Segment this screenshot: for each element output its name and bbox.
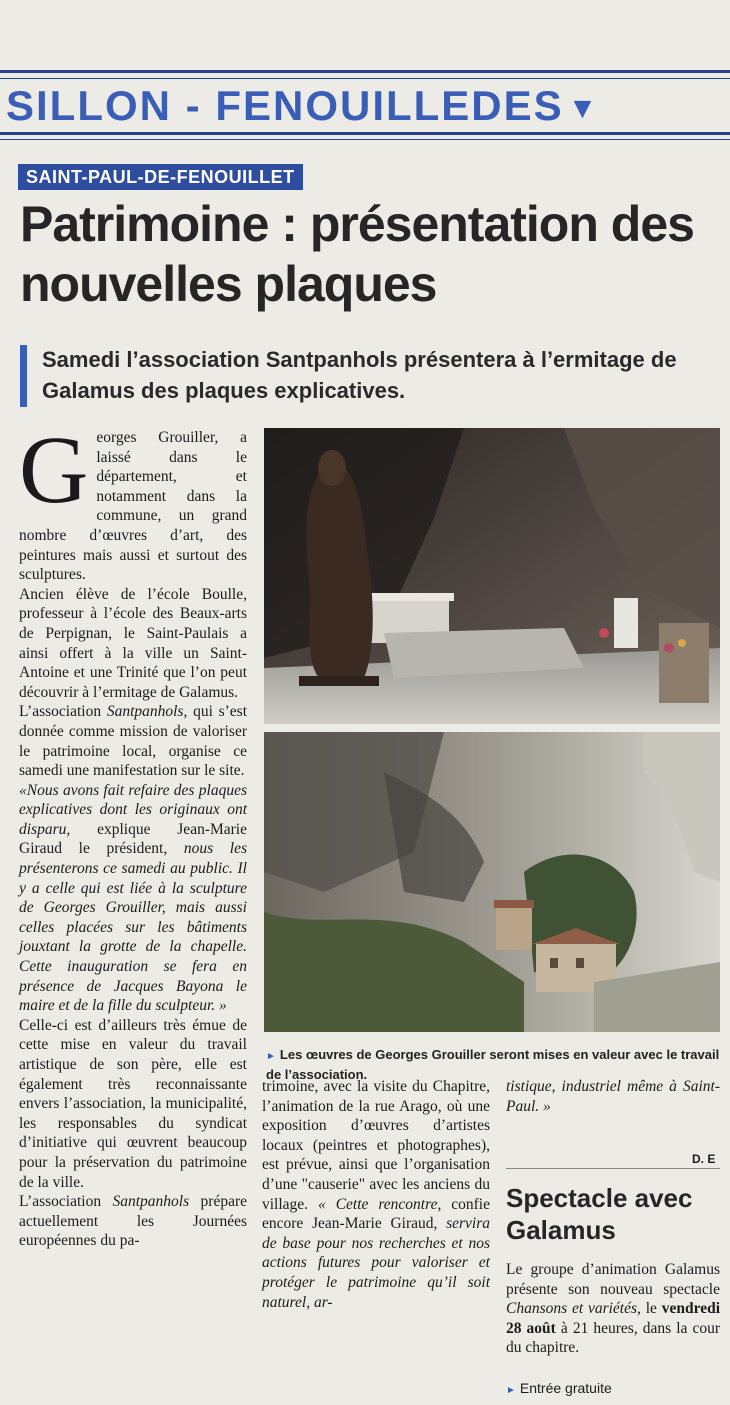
standfirst-bar (20, 345, 27, 407)
paragraph-text: confie encore Jean-Marie Giraud, (262, 1195, 490, 1233)
association-name: Santpanhols (112, 1193, 190, 1211)
caption-text: Les œuvres de Georges Grouiller seront mises en valeur avec le travail de l’association. (266, 1047, 720, 1082)
quote-text: servira de base pour nos recherches et nos actions futures pour valoriser et protéger le patrimoine qu’il soit naturel, ar- (262, 1215, 490, 1311)
paragraph: Ancien élève de l’école Boulle, professeur à l’école des Beaux-arts de Perpignan, le Saint-Paulais a ainsi offert à la ville un Saint-Antoine et une Trinité que l’on peut découvrir à l’ermitage de Galamus. (19, 585, 247, 701)
paragraph-text: Le groupe d’animation Galamus présente son nouveau spectacle (506, 1261, 720, 1298)
paragraph: Celle-ci est d’ailleurs très émue de cette mise en valeur du travail artistique de son père, elle est également très reconnaissante envers l’association, la municipalité, les responsables du syndicat d’initiative qui œuvrent beaucoup pour la préservation du patrimoine de la ville. (19, 1016, 247, 1191)
spectacle-heading: Spectacle avec Galamus (506, 1183, 693, 1245)
paragraph-text: à 21 heures, dans la cour du chapitre. (506, 1319, 720, 1357)
paragraph-text: explique Jean-Marie Giraud le président, (19, 820, 247, 858)
article-standfirst: Samedi l’association Santpanhols présentera à l’ermitage de Galamus des plaques explicatives. (42, 347, 677, 403)
author-signature: D. E (692, 1152, 716, 1166)
drop-cap: G (19, 416, 89, 523)
paragraph (506, 1260, 720, 1358)
paragraph (19, 781, 247, 1016)
association-name: Santpanhols (106, 703, 184, 721)
article-column-2 (262, 1077, 490, 1312)
paragraph (19, 416, 247, 585)
quote-text: «Nous avons fait refaire des plaques explicatives dont les originaux ont disparu, (19, 781, 247, 838)
entry-text: Entrée gratuite (519, 1380, 612, 1396)
article-column-1 (19, 416, 248, 1251)
header-rule (0, 70, 730, 73)
paragraph-text: , le (637, 1300, 662, 1318)
article-column-3 (506, 1077, 720, 1116)
location-kicker: SAINT-PAUL-DE-FENOUILLET (18, 164, 303, 190)
sidebar-rule (506, 1168, 720, 1169)
entry-note (506, 1380, 612, 1396)
paragraph-text: eorges Grouiller, a laissé dans le département, et notamment dans la commune, un grand nombre d’œuvres d’art, des peintures mais aussi et surtout des sculptures. (19, 429, 247, 584)
paragraph-text: , qui s’est donnée comme mission de valoriser le patrimoine local, organise ce samedi une manifestation sur le site. (19, 703, 247, 780)
paragraph-text: trimoine, avec la visite du Chapitre, l’animation de la rue Arago, où une exposition d’œuvres d’artistes locaux (peintres et photographes), est prévue, ainsi que l’organisation d’une "causerie" avec les anciens du village. (262, 1078, 490, 1213)
quote-text: nous les présenterons ce samedi au public. Il y a celle qui est liée à la sculpture de Georges Grouiller, mais aussi celles placées sur les bâtiments jouxtant la grotte de la chapelle. Cette inauguration se fera en présence de Jacques Bayona le maire et de la fille du sculpteur. » (19, 840, 248, 1015)
paragraph-text: prépare actuellement les Journées européennes du pa- (19, 1193, 247, 1250)
bullet-triangle-icon: ► (506, 1385, 516, 1396)
spectacle-body (506, 1260, 720, 1358)
bullet-triangle-icon: ► (266, 1051, 276, 1062)
paragraph (19, 1192, 247, 1251)
event-date: vendredi 28 août (506, 1300, 720, 1337)
header-rule (0, 132, 730, 135)
header-rule (0, 139, 730, 140)
header-rule (0, 78, 730, 79)
galamus-cliff-photo (264, 732, 720, 1032)
section-title-text: SILLON - FENOUILLEDES (6, 82, 564, 129)
paragraph-text: L’association (19, 703, 107, 721)
triangle-down-icon: ▼ (567, 91, 600, 125)
hermitage-statue-photo (264, 428, 720, 724)
paragraph (262, 1077, 490, 1312)
paragraph-text: L’association (19, 1193, 113, 1211)
paragraph: tistique, industriel même à Saint-Paul. » (506, 1078, 720, 1115)
quote-text: « Cette rencontre, (318, 1195, 442, 1213)
paragraph (19, 702, 247, 780)
article-headline: Patrimoine : présentation des nouvelles plaques (20, 196, 694, 312)
section-title (6, 82, 599, 133)
show-title: Chansons et variétés (506, 1300, 638, 1318)
